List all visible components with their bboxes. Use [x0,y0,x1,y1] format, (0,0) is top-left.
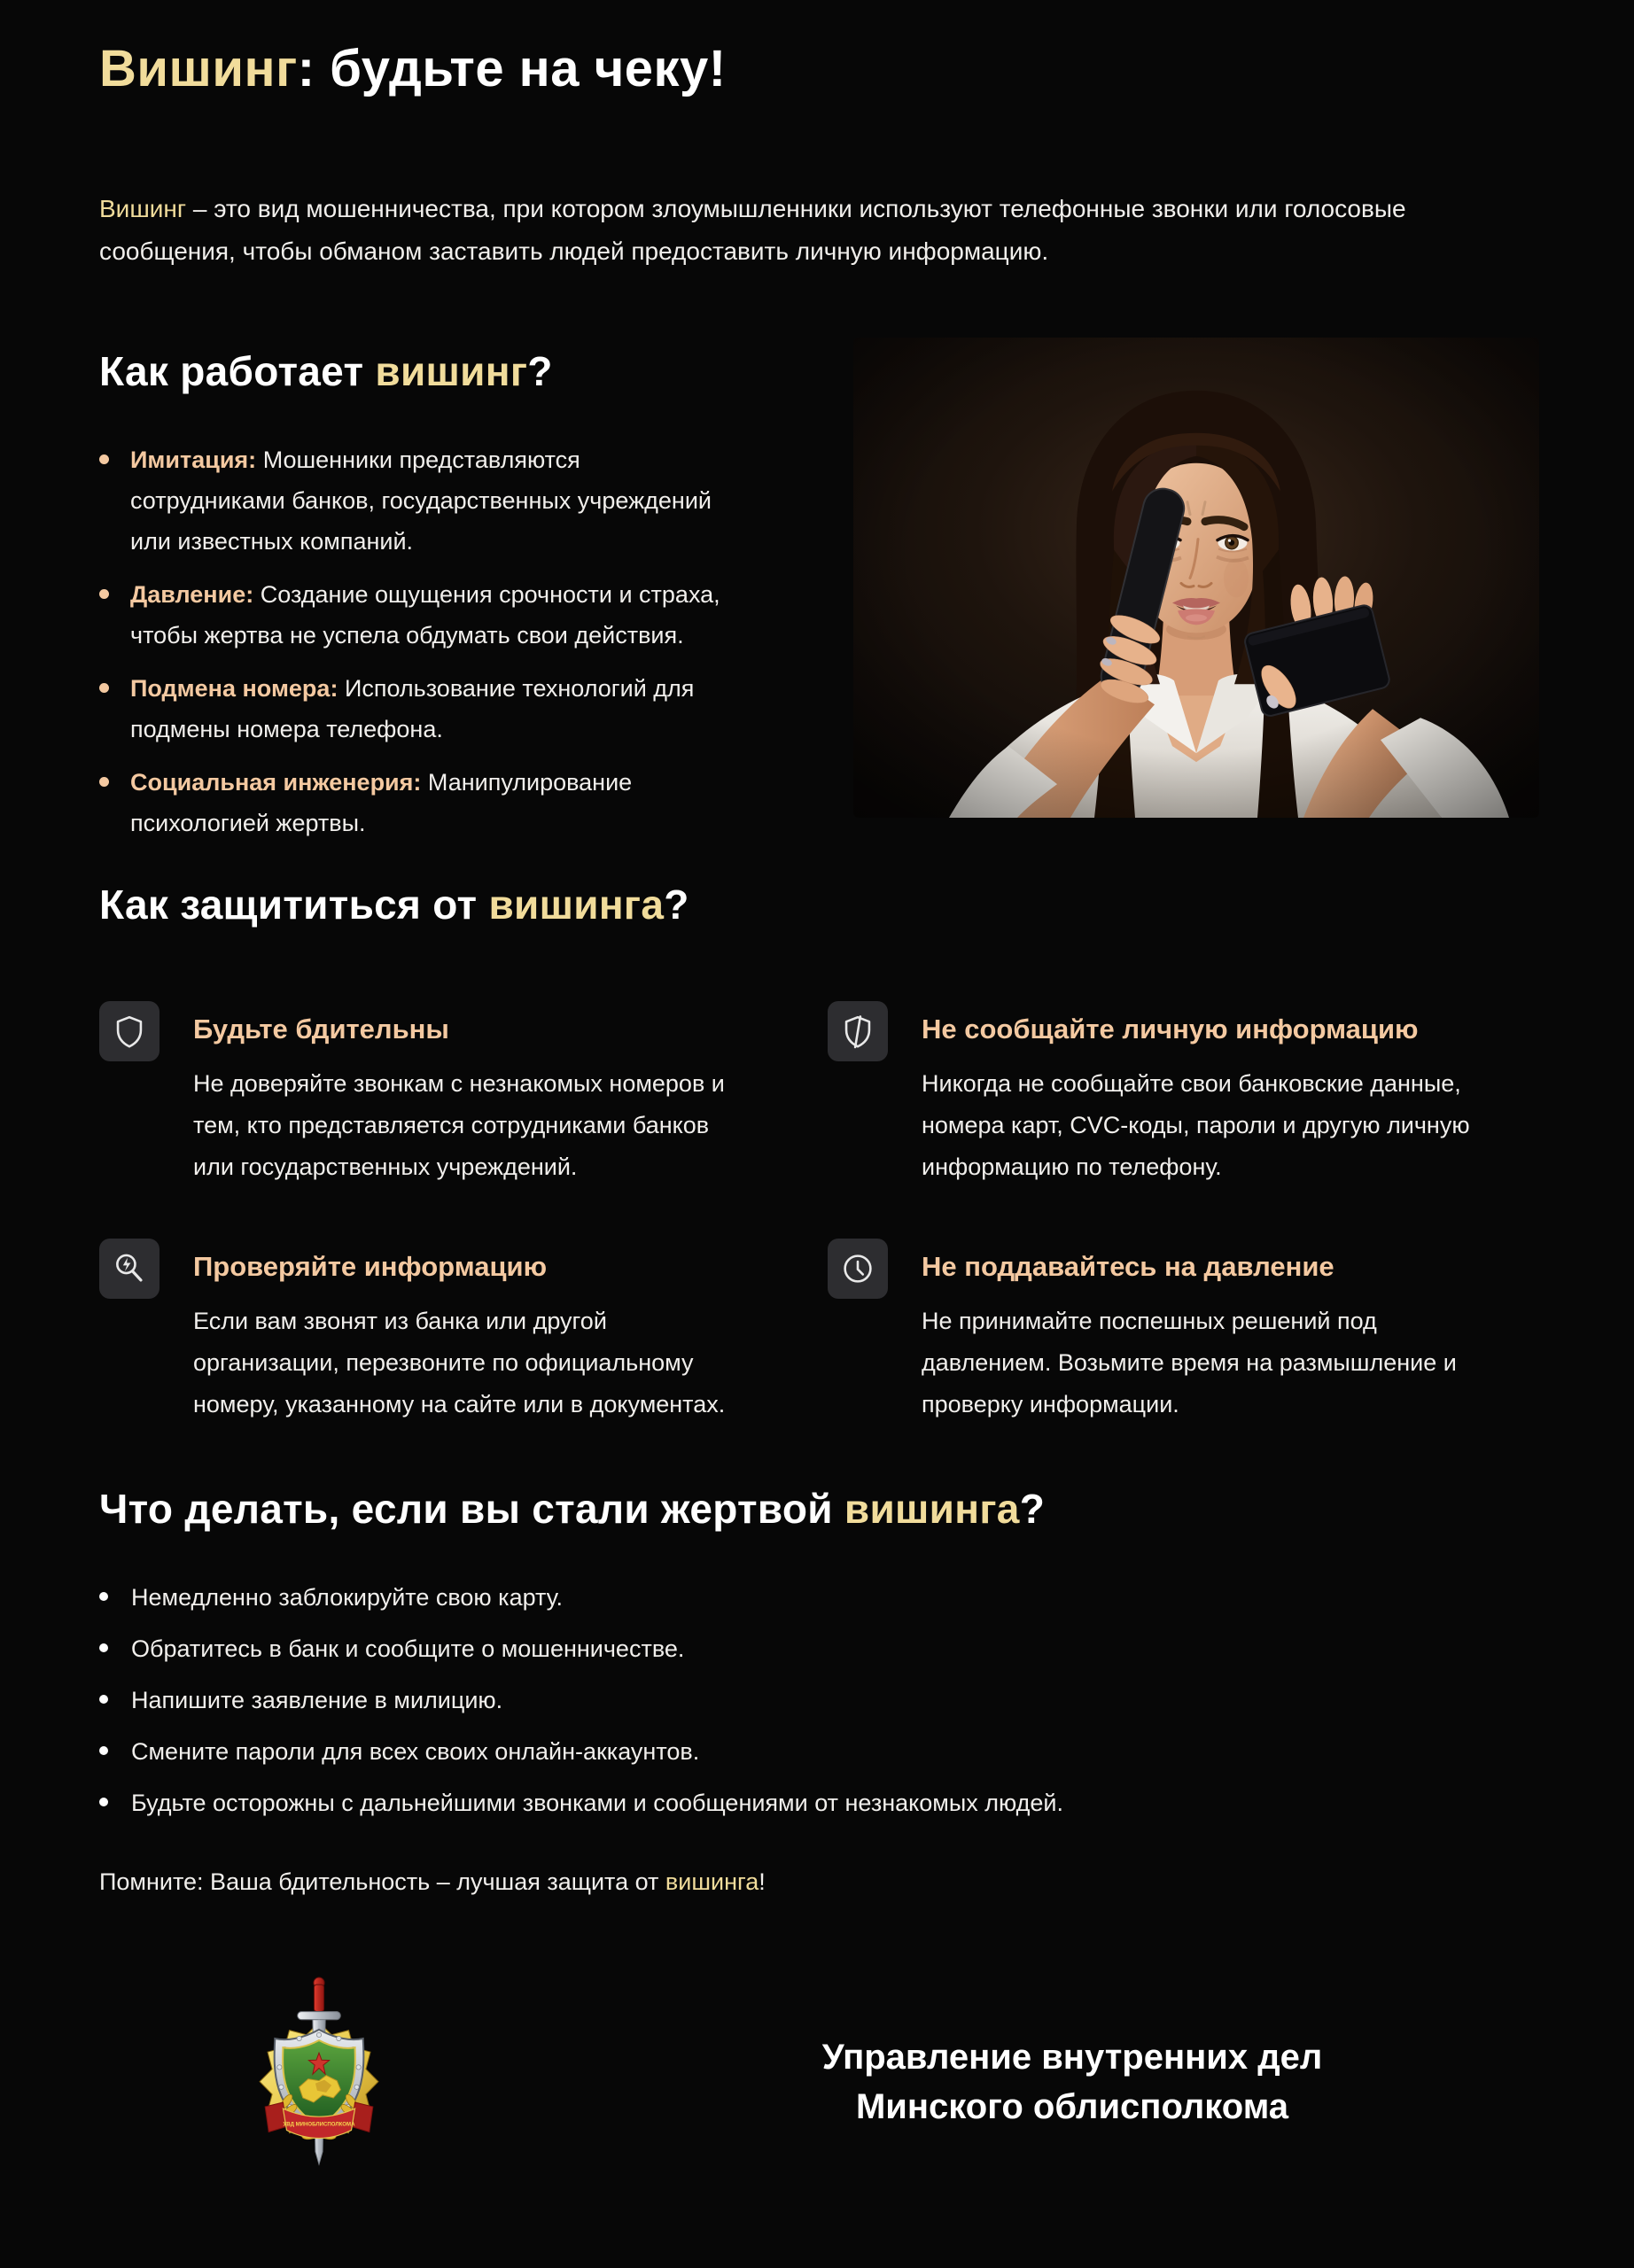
bullet-dot [99,589,109,599]
card-content [193,1239,743,1425]
step-text: Смените пароли для всех своих онлайн-аккаунтов. [131,1738,700,1765]
photo-woman-on-phone [853,338,1539,818]
item-body: Создание ощущения срочности и страха, чтобы жертва не успела обдумать свои действия. [130,581,720,649]
title-rest: : будьте на чеку! [297,40,727,97]
step-text: Обратитесь в банк и сообщите о мошенничестве. [131,1635,685,1662]
victim-steps-heading [99,1485,1544,1533]
heading-post: ? [664,882,689,928]
title-accent: Вишинг [99,40,298,97]
icon-box [99,1239,160,1299]
item-label: Подмена номера: [130,675,338,702]
item-label: Социальная инженерия: [130,769,422,796]
list-item [99,1738,1544,1765]
list-item-text [130,574,742,656]
card-content [922,1239,1471,1425]
shield-slash-icon [837,1011,878,1052]
item-label: Имитация: [130,447,257,473]
intro-paragraph [99,188,1517,273]
list-item [99,1584,1544,1611]
list-item [99,1635,1544,1662]
org-line-1: Управление внутренних дел [821,2038,1323,2077]
item-body: Мошенники представляются сотрудниками банков, государственных учреждений или известных компаний. [130,447,712,555]
list-item-text [130,668,742,750]
card-verify-information [99,1239,737,1425]
list-item-text [130,762,742,843]
bullet-dot [99,683,109,693]
list-item [99,762,854,843]
icon-box [828,1001,888,1061]
card-body: Никогда не сообщайте свои банковские данные, номера карт, CVC-коды, пароли и другую личную информацию по телефону. [922,1070,1470,1180]
shield-icon [109,1011,150,1052]
icon-box [828,1239,888,1299]
heading-accent: вишинга [488,882,665,928]
step-text: Напишите заявление в милицию. [131,1687,503,1713]
card-content [193,1001,743,1188]
card-body: Не доверяйте звонкам с незнакомых номеров и тем, кто представляется сотрудниками банков или государственных учреждений. [193,1070,725,1180]
step-text: Будьте осторожны с дальнейшими звонками и сообщениями от незнакомых людей. [131,1790,1063,1816]
reminder-note [99,1864,1544,1899]
card-body: Если вам звонят из банка или другой организации, перезвоните по официальному номеру, указанному на сайте или в документах. [193,1308,726,1418]
heading-post: ? [527,348,553,394]
section-victim-steps [99,1485,1544,1899]
heading-pre: Как работает [99,348,376,394]
bullet-dot [99,777,109,787]
reminder-accent: вишинга [665,1868,759,1895]
section-protection [99,881,1544,1497]
police-emblem-icon [256,1976,382,2169]
card-stay-alert [99,1001,737,1188]
list-item-text [130,439,742,562]
card-title: Не поддавайтесь на давление [922,1251,1334,1282]
list-item [99,1790,1544,1816]
list-item [99,574,854,656]
woman-phone-illustration [853,338,1539,818]
heading-accent: вишинг [375,348,528,394]
footer-organization [673,2032,1471,2132]
bullet-dot [99,1695,108,1704]
reminder-pre: Помните: Ваша бдительность – лучшая защита от [99,1868,665,1895]
protection-cards [99,1001,1544,1497]
page-title [99,39,727,98]
bullet-dot [99,454,109,464]
item-label: Давление: [130,581,254,608]
victim-steps-list [99,1584,1544,1816]
reminder-post: ! [759,1868,766,1895]
card-title: Не сообщайте личную информацию [922,1014,1419,1045]
card-title: Проверяйте информацию [193,1251,548,1282]
bullet-dot [99,1798,108,1806]
item-body: Манипулирование психологией жертвы. [130,769,633,836]
intro-accent: Вишинг [99,195,187,222]
list-item [99,1687,1544,1713]
list-item [99,439,854,562]
icon-box [99,1001,160,1061]
list-item [99,668,854,750]
card-body: Не принимайте поспешных решений под давлением. Возьмите время на размышление и проверку информации. [922,1308,1457,1418]
heading-pre: Как защититься от [99,882,489,928]
card-no-personal-info [828,1001,1470,1188]
emblem-ribbon-text: УВД МИНОБЛИСПОЛКОМА [283,2121,355,2128]
org-line-2: Минского облисполкома [855,2087,1289,2126]
bullet-dot [99,1746,108,1755]
clock-icon [837,1248,878,1289]
intro-text: – это вид мошенничества, при котором злоумышленники используют телефонные звонки или голосовые сообщения, чтобы обманом заставить людей предоставить личную информацию. [99,195,1406,265]
how-it-works-list [99,439,854,843]
heading-pre: Что делать, если вы стали жертвой [99,1486,844,1532]
protection-heading [99,881,1544,928]
item-body: Использование технологий для подмены номера телефона. [130,675,695,742]
card-title: Будьте бдительны [193,1014,449,1045]
heading-accent: вишинга [844,1486,1020,1532]
bullet-dot [99,1643,108,1652]
step-text: Немедленно заблокируйте свою карту. [131,1584,563,1611]
how-it-works-heading [99,347,854,395]
heading-post: ? [1019,1486,1046,1532]
card-resist-pressure [828,1239,1466,1425]
bullet-dot [99,1592,108,1601]
search-zap-icon [109,1248,150,1289]
card-content [922,1001,1471,1188]
section-how-it-works [99,347,854,856]
uvd-emblem-logo [256,1976,382,2169]
